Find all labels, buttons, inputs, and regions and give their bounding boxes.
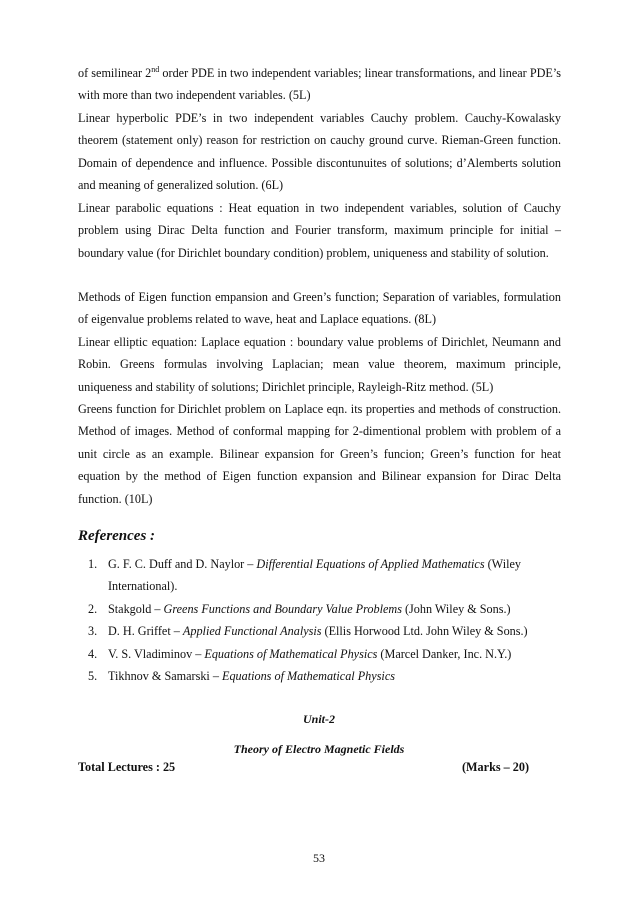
reference-number: 1. <box>88 557 98 571</box>
reference-book-title: Equations of Mathematical Physics <box>204 646 378 661</box>
reference-author: G. F. C. Duff and D. Naylor – <box>108 557 257 571</box>
page-number: 53 <box>313 851 325 865</box>
syllabus-paragraph-hyperbolic: Linear hyperbolic PDE’s in two independent variables Cauchy problem. Cauchy-Kowalasky theorem (statement only) reason for restriction on cauchy ground curve. Rieman-Green function. Domain of dependence and influence. Possible discontunuites of solutions; d’Alemberts solution and meaning of generalized solution. (6L) <box>78 111 561 193</box>
syllabus-paragraph-greens-function: Greens function for Dirichlet problem on Laplace eqn. its properties and methods of construction. Method of images. Method of conformal mapping for 2-dimentional problem with problem of a unit circle as an example. Bilinear expansion for Green’s funcion; Green’s function for heat equation by the method of Eigen function expansion and Bilinear expansion for Dirac Delta function. (10L) <box>78 402 561 506</box>
reference-author: D. H. Griffet – <box>108 624 183 639</box>
unit-heading: Unit-2 <box>302 712 335 726</box>
reference-author: V. S. Vladiminov – <box>108 646 205 661</box>
reference-item <box>82 620 564 642</box>
p1-text-start: of semilinear 2 <box>78 66 152 80</box>
reference-publisher: (Marcel Danker, Inc. N.Y.) <box>377 646 512 661</box>
references-list <box>82 553 564 687</box>
reference-publisher: (Ellis Horwood Ltd. John Wiley & Sons.) <box>321 624 528 639</box>
total-lectures: Total Lectures : 25 <box>78 760 176 774</box>
reference-item <box>82 665 564 687</box>
reference-book-title: Differential Equations of Applied Mathematics <box>256 557 485 571</box>
references-heading: References : <box>78 528 156 544</box>
reference-item <box>82 598 564 620</box>
p1-text-end: order PDE in two independent variables; linear transformations, and linear PDE’s with more than two independent variables. (5L) <box>78 66 561 103</box>
reference-book-title: Greens Functions and Boundary Value Problems <box>163 601 402 616</box>
reference-book-title: Equations of Mathematical Physics <box>222 669 395 684</box>
reference-publisher: (Wiley International). <box>108 557 521 594</box>
marks-label: (Marks – 20) <box>462 760 530 774</box>
reference-publisher: (John Wiley & Sons.) <box>401 601 511 616</box>
syllabus-paragraph-parabolic: Linear parabolic equations : Heat equation in two independent variables, solution of Cauchy problem using Dirac Delta function and Fourier transform, maximum principle for initial – boundary value (for Dirichlet boundary condition) problem, uniqueness and stability of solution. <box>78 201 561 260</box>
reference-number: 4. <box>88 646 98 661</box>
reference-book-title: Applied Functional Analysis <box>182 624 322 639</box>
reference-author: Tikhnov & Samarski – <box>108 669 222 684</box>
syllabus-paragraph-elliptic: Linear elliptic equation: Laplace equation : boundary value problems of Dirichlet, Neumann and Robin. Greens formulas involving Laplacian; mean value theorem, maximum principle, uniqueness and stability of solutions; Dirichlet principle, Rayleigh-Ritz method. (5L) <box>78 335 561 394</box>
p1-superscript: nd <box>151 64 160 74</box>
reference-number: 5. <box>88 669 98 684</box>
reference-item <box>82 553 564 598</box>
unit-subject-title: Theory of Electro Magnetic Fields <box>233 742 405 756</box>
syllabus-paragraph-eigen: Methods of Eigen function empansion and Green’s function; Separation of variables, formulation of eigenvalue problems related to wave, heat and Laplace equations. (8L) <box>78 290 561 327</box>
reference-number: 2. <box>88 601 98 616</box>
reference-number: 3. <box>88 624 98 639</box>
reference-author: Stakgold – <box>108 601 164 616</box>
reference-item <box>82 643 564 665</box>
syllabus-paragraph-semilinear <box>78 62 561 107</box>
